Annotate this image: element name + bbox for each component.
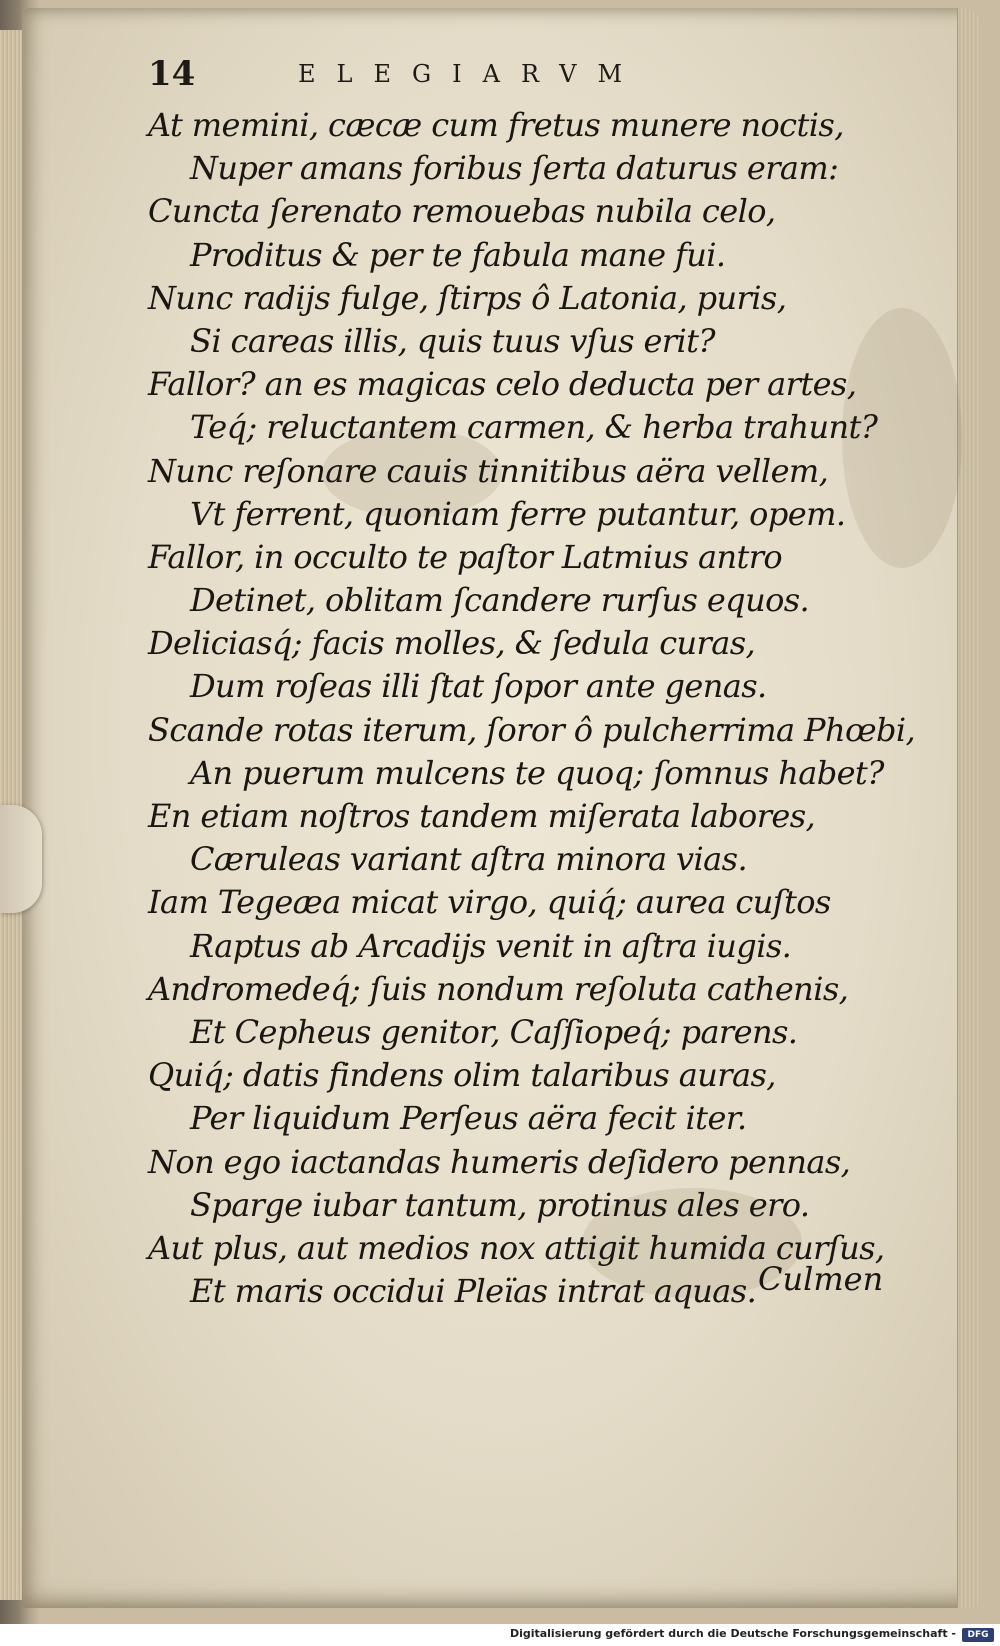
- verse-line: Quiq́; datis findens olim talaribus auras,: [148, 1056, 776, 1095]
- verse-line: Nunc radijs fulge, ſtirps ô Latonia, puris,: [148, 278, 787, 317]
- verse-line: Fallor? an es magicas celo deducta per artes,: [148, 365, 857, 404]
- running-head: ELEGIARVM: [298, 60, 644, 88]
- verse-line: Fallor, in occulto te paſtor Latmius antro: [148, 537, 783, 576]
- verse-line: Scande rotas iterum, ſoror ô pulcherrima Phœbi,: [148, 710, 916, 749]
- verse-line: Detinet, oblitam ſcandere rurſus equos.: [190, 581, 810, 620]
- verse-line: Sparge iubar tantum, protinus ales ero.: [190, 1185, 810, 1224]
- verse-line: Deliciasq́; facis molles, & ſedula curas,: [148, 624, 756, 663]
- verse-line: At memini, cæcæ cum fretus munere noctis,: [148, 106, 844, 144]
- poem-text: [148, 104, 916, 1313]
- verse-line: Teq́; reluctantem carmen, & herba trahunt?: [190, 408, 878, 447]
- thumb-page-tab: [0, 805, 42, 913]
- verse-line: Si careas illis, quis tuus vſus erit?: [190, 321, 715, 360]
- page-number: 14: [148, 54, 196, 94]
- dfg-logo: DFG: [962, 1628, 994, 1642]
- catchword: Culmen: [758, 1260, 884, 1298]
- verse-line: Non ego iactandas humeris deſidero pennas,: [148, 1142, 851, 1181]
- verse-line: Iam Tegeæa micat virgo, quiq́; aurea cuſtos: [148, 883, 831, 922]
- verse-line: Et Cepheus genitor, Caſſiopeq́; parens.: [190, 1012, 798, 1051]
- page-fore-edge: [957, 8, 980, 1608]
- verse-line: En etiam noſtros tandem miſerata labores,: [148, 797, 816, 835]
- verse-line: Raptus ab Arcadijs venit in aſtra iugis.: [190, 926, 792, 965]
- verse-line: Cæruleas variant aſtra minora vias.: [190, 840, 748, 879]
- verse-line: Dum roſeas illi ſtat ſopor ante genas.: [190, 667, 767, 706]
- verse-line: Per liquidum Perſeus aëra fecit iter.: [190, 1099, 747, 1138]
- verse-line: An puerum mulcens te quoq; ſomnus habet?: [190, 753, 884, 792]
- verse-line: Aut plus, aut medios nox attigit humida curſus,: [148, 1228, 885, 1267]
- verse-line: Cuncta ſerenato remouebas nubila celo,: [148, 192, 776, 231]
- verse-line: Nunc reſonare cauis tinnitibus aëra vellem,: [148, 451, 829, 490]
- footer-credit: Digitalisierung gefördert durch die Deutsche Forschungsgemeinschaft -: [509, 1627, 956, 1640]
- verse-line: Vt ferrent, quoniam ferre putantur, opem.: [190, 494, 846, 533]
- page-header: [148, 54, 708, 98]
- verse-line: Nuper amans foribus ſerta daturus eram:: [190, 149, 839, 188]
- verse-line: Andromedeq́; ſuis nondum reſoluta cathenis,: [148, 969, 849, 1008]
- verse-line: Et maris occidui Pleïas intrat aquas.: [190, 1272, 757, 1311]
- verse-line: Proditus & per te fabula mane fui.: [190, 235, 726, 274]
